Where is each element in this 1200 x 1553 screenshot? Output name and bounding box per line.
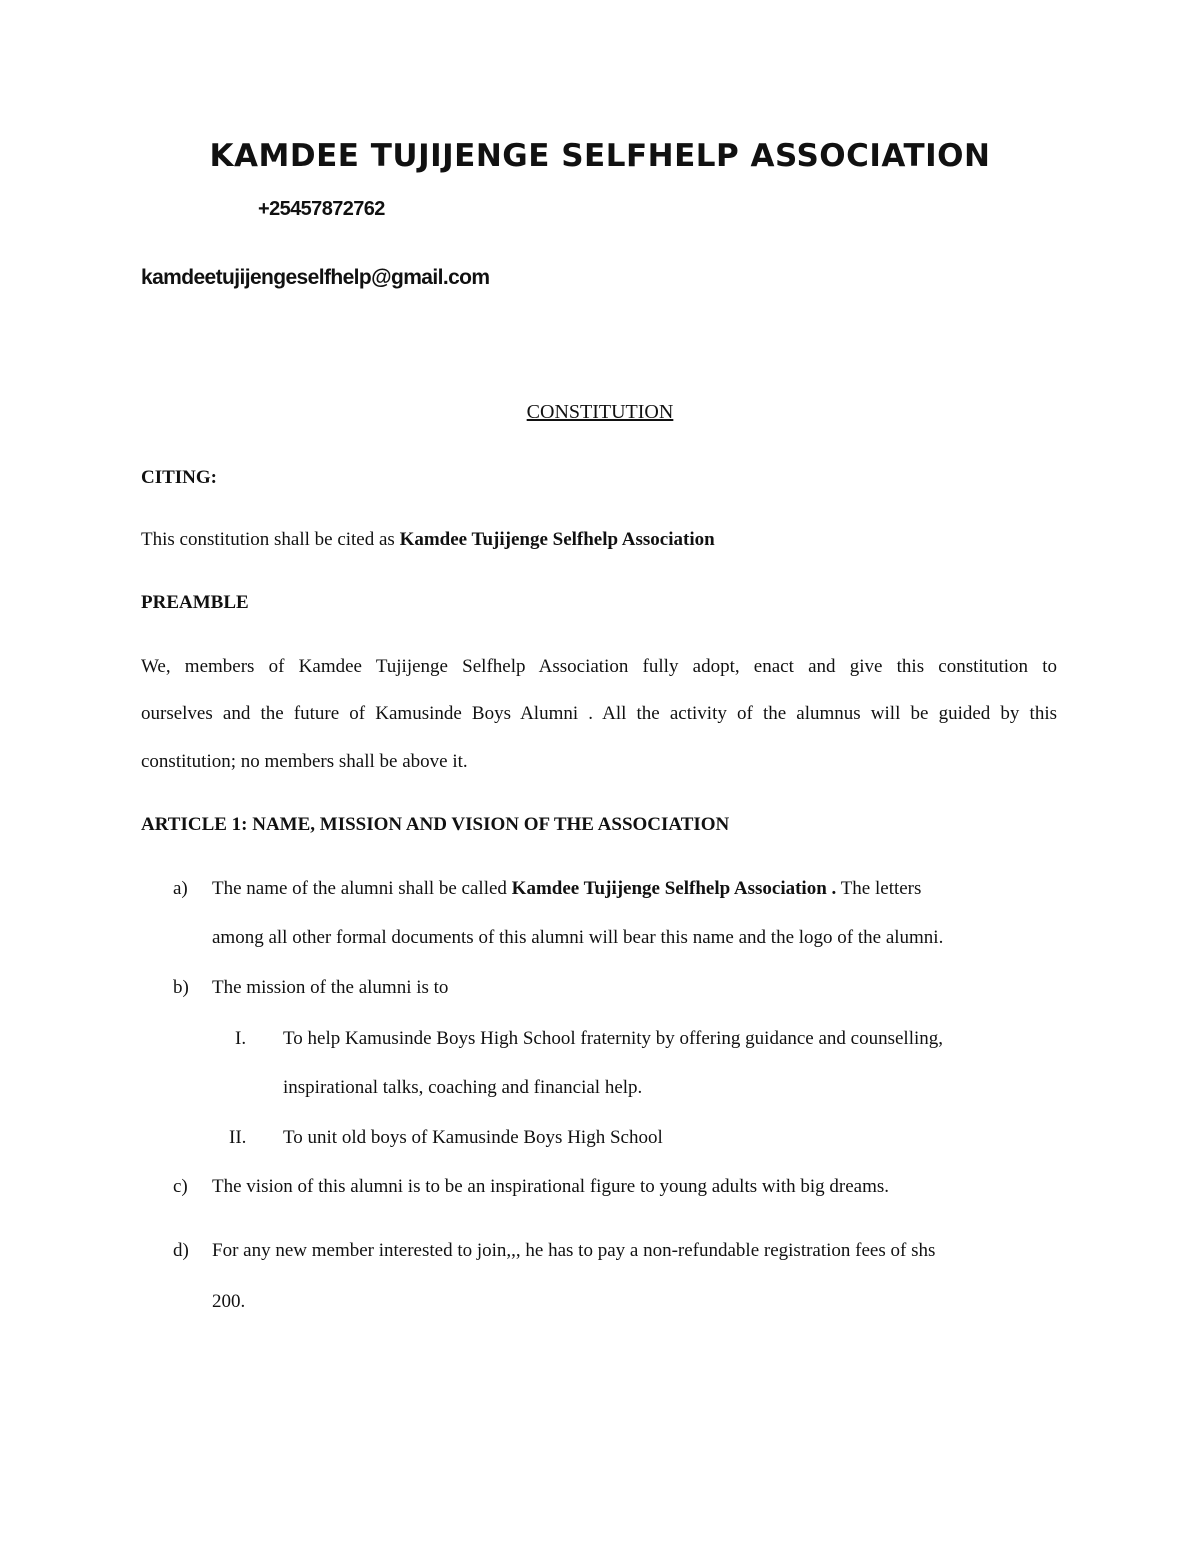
sub-item-i-line-1: To help Kamusinde Boys High School fraternity by offering guidance and counselling,	[283, 1028, 944, 1049]
item-a-text-before: The name of the alumni shall be called	[212, 878, 512, 899]
item-d-line-2: 200.	[212, 1291, 246, 1312]
organization-title: KAMDEE TUJIJENGE SELFHELP ASSOCIATION	[209, 138, 991, 174]
item-d-line-1: For any new member interested to join,,, he has to pay a non-refundable registration fees of shs	[212, 1240, 936, 1261]
citing-name: Kamdee Tujijenge Selfhelp Association	[399, 529, 715, 550]
preamble-line-2: ourselves and the future of Kamusinde Boys Alumni . All the activity of the alumnus will be guided by this	[141, 703, 1057, 724]
sub-item-ii-label: II.	[229, 1127, 247, 1148]
item-b-text: The mission of the alumni is to	[212, 977, 449, 998]
sub-item-ii-line-1: To unit old boys of Kamusinde Boys High School	[283, 1127, 663, 1148]
item-a-line-2: among all other formal documents of this alumni will bear this name and the logo of the alumni.	[212, 927, 944, 948]
preamble-line-1: We, members of Kamdee Tujijenge Selfhelp Association fully adopt, enact and give this constitution to	[141, 656, 1057, 677]
item-a-line-1	[212, 878, 921, 900]
sub-item-i-line-2: inspirational talks, coaching and financial help.	[283, 1077, 643, 1098]
preamble-line-3: constitution; no members shall be above it.	[141, 751, 468, 772]
citing-paragraph	[141, 529, 715, 551]
citing-text: This constitution shall be cited as	[141, 529, 400, 550]
document-heading: CONSTITUTION	[526, 401, 674, 423]
citing-heading: CITING:	[141, 467, 218, 488]
preamble-heading: PREAMBLE	[141, 592, 249, 613]
item-a-label: a)	[173, 878, 188, 899]
item-d-label: d)	[173, 1240, 189, 1261]
item-c-text: The vision of this alumni is to be an inspirational figure to young adults with big dreams.	[212, 1176, 890, 1197]
item-c-label: c)	[173, 1176, 188, 1197]
sub-item-i-label: I.	[235, 1028, 247, 1049]
item-a-bold-name: Kamdee Tujijenge Selfhelp Association .	[511, 878, 837, 899]
phone-number: +25457872762	[258, 198, 385, 220]
email-address: kamdeetujijengeselfhelp@gmail.com	[141, 266, 490, 289]
item-b-label: b)	[173, 977, 189, 998]
item-a-text-after: The letters	[836, 878, 922, 899]
article-1-heading: ARTICLE 1: NAME, MISSION AND VISION OF THE ASSOCIATION	[141, 814, 730, 835]
